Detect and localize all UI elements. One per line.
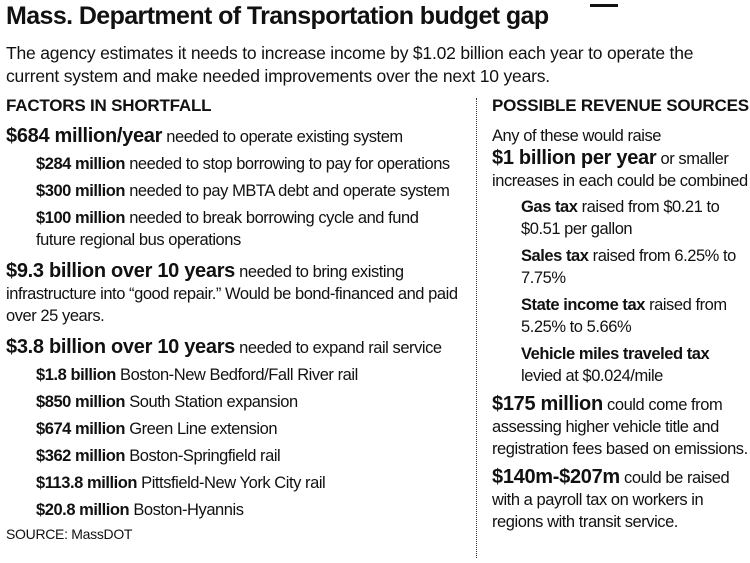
factor-new-bedford-rail [6, 364, 471, 386]
factor-amount: $113.8 million [36, 474, 138, 492]
factor-amount: $684 million/year [6, 125, 163, 147]
revenue-sales-tax [492, 245, 750, 289]
factor-text: Boston-Springfield rail [125, 447, 281, 465]
revenue-column [492, 95, 750, 538]
factors-column [6, 95, 471, 542]
factor-amount: $9.3 billion over 10 years [6, 260, 235, 282]
revenue-income-tax [492, 294, 750, 338]
factor-operate-existing [6, 125, 471, 148]
factor-text: Green Line extension [125, 420, 278, 438]
revenue-intro-amount: $1 billion per year [492, 147, 657, 169]
factor-stop-borrowing [6, 153, 471, 175]
factor-amount: $362 million [36, 447, 126, 465]
revenue-intro [492, 125, 750, 192]
factor-text: needed to operate existing system [162, 128, 403, 146]
factors-heading: FACTORS IN SHORTFALL [6, 96, 212, 115]
title-rule [590, 4, 618, 7]
revenue-text: levied at $0.024/mile [521, 367, 663, 385]
intro-text: The agency estimates it needs to increase income by $1.02 billion each year to operate the current system and make needed improvements over the next 10 years. [6, 43, 694, 86]
page-title: Mass. Department of Transportation budget gap [6, 2, 549, 30]
revenue-text: could be raised with a payroll tax on workers in regions with transit service. [492, 469, 730, 531]
factor-text: South Station expansion [125, 393, 298, 411]
revenue-amount: $175 million [492, 393, 603, 415]
revenue-label: State income tax [521, 296, 645, 314]
revenue-text: raised from 6.25% to 7.75% [521, 247, 736, 287]
revenue-text: could come from assessing higher vehicle title and registration fees based on emissions. [492, 396, 748, 458]
revenue-payroll-tax [492, 466, 750, 533]
factor-amount: $20.8 million [36, 501, 130, 519]
factor-amount: $1.8 billion [36, 366, 116, 384]
factor-amount: $100 million [36, 209, 126, 227]
factor-text: needed to bring existing infrastructure into “good repair.” Would be bond-financed and paid over 25 years. [6, 263, 458, 325]
factor-text: Pittsfield-New York City rail [137, 474, 326, 492]
revenue-intro-post: or smaller increases in each could be combined [492, 150, 748, 190]
factor-text: Boston-New Bedford/Fall River rail [115, 366, 358, 384]
revenue-text: raised from 5.25% to 5.66% [521, 296, 727, 336]
factor-green-line [6, 418, 471, 440]
factor-mbta-debt [6, 180, 471, 202]
revenue-label: Sales tax [521, 247, 589, 265]
factor-good-repair [6, 260, 471, 327]
factor-amount: $300 million [36, 182, 126, 200]
factor-amount: $674 million [36, 420, 126, 438]
factor-text: needed to expand rail service [235, 339, 442, 357]
revenue-amount: $140m-$207m [492, 466, 620, 488]
factor-amount: $3.8 billion over 10 years [6, 336, 235, 358]
revenue-vehicle-fees [492, 393, 750, 460]
revenue-text: raised from $0.21 to $0.51 per gallon [521, 198, 720, 238]
factor-south-station [6, 391, 471, 413]
column-divider [476, 98, 477, 558]
factor-pittsfield-rail [6, 472, 471, 494]
factor-amount: $284 million [36, 155, 126, 173]
revenue-gas-tax [492, 196, 750, 240]
revenue-label: Vehicle miles traveled tax [521, 345, 710, 363]
revenue-label: Gas tax [521, 198, 578, 216]
revenue-intro-pre: Any of these would raise [492, 127, 661, 145]
factor-expand-rail [6, 336, 471, 359]
factor-text: needed to stop borrowing to pay for operations [125, 155, 450, 173]
revenue-heading: POSSIBLE REVENUE SOURCES [492, 96, 749, 115]
factor-text: needed to pay MBTA debt and operate system [125, 182, 450, 200]
factor-borrowing-cycle [6, 207, 436, 251]
revenue-vmt-tax [492, 343, 750, 387]
factor-amount: $850 million [36, 393, 126, 411]
factor-text: Boston-Hyannis [129, 501, 244, 519]
factor-springfield-rail [6, 445, 471, 467]
source-note: SOURCE: MassDOT [6, 526, 133, 542]
factor-hyannis [6, 499, 471, 521]
factor-text: needed to break borrowing cycle and fund future regional bus operations [36, 209, 419, 249]
